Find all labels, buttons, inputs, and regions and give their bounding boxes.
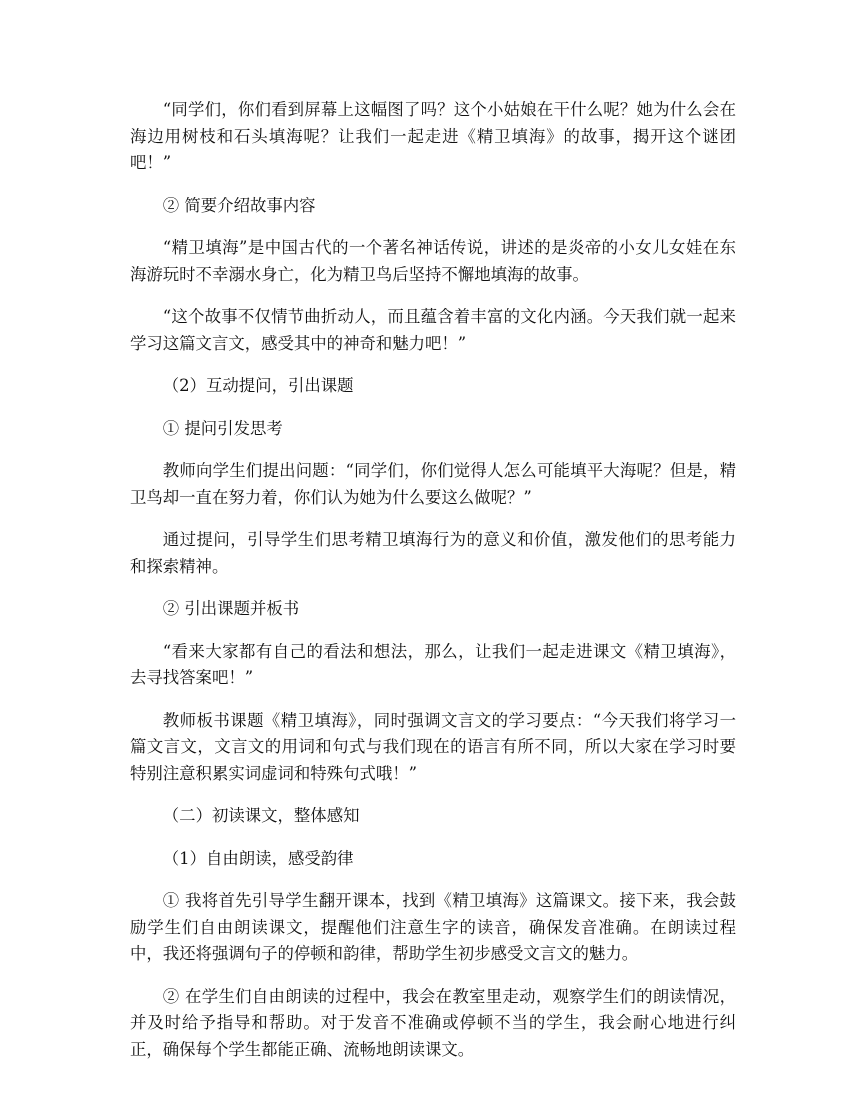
paragraph-reading-step-2: ② 在学生们自由朗读的过程中，我会在教室里走动，观察学生们的朗读情况，并及时给予指导和帮助。对于发音不准确或停顿不当的学生，我会耐心地进行纠正，确保每个学生都能正确、流畅地朗读课文。 — [130, 986, 736, 1059]
paragraph-section-heading: （2）互动提问，引出课题 — [162, 376, 354, 395]
paragraph-section-heading: （二）初读课文，整体感知 — [162, 806, 360, 825]
paragraph-story-quote: “这个故事不仅情节曲折动人，而且蕴含着丰富的文化内涵。今天我们就一起来学习这篇文言文，感受其中的神奇和魅力吧！” — [130, 307, 736, 353]
paragraph-step-heading: ② 简要介绍故事内容 — [162, 195, 316, 215]
paragraph-board-title: 教师板书课题《精卫填海》，同时强调文言文的学习要点：“今天我们将学习一篇文言文，文言文的用词和句式与我们现在的语言有所不同，所以大家在学习时要特别注意积累实词虚词和特殊句式哦！” — [130, 710, 736, 783]
paragraph-section-heading: （1）自由朗读，感受韵律 — [162, 848, 354, 868]
paragraph-step-heading: ① 提问引发思考 — [162, 418, 283, 438]
paragraph-reading-step-1: ① 我将首先引导学生翻开课本，找到《精卫填海》这篇课文。接下来，我会鼓励学生们自由朗读课文，提醒他们注意生字的读音，确保发音准确。在朗读过程中，我还将强调句子的停顿和韵律，帮助学生初步感受文言文的魅力。 — [130, 891, 736, 963]
paragraph-question-purpose: 通过提问，引导学生们思考精卫填海行为的意义和价值，激发他们的思考能力和探索精神。 — [130, 530, 736, 576]
paragraph-lead-in-quote: “看来大家都有自己的看法和想法，那么，让我们一起走进课文《精卫填海》，去寻找答案吧！” — [130, 641, 736, 687]
paragraph-intro-quote: “同学们，你们看到屏幕上这幅图了吗？这个小姑娘在干什么呢？她为什么会在海边用树枝和石头填海呢？让我们一起走进《精卫填海》的故事，揭开这个谜团吧！” — [130, 100, 736, 172]
paragraph-step-heading: ② 引出课题并板书 — [162, 599, 300, 618]
paragraph-story-summary: “精卫填海”是中国古代的一个著名神话传说，讲述的是炎帝的小女儿女娃在东海游玩时不幸溺水身亡，化为精卫鸟后坚持不懈地填海的故事。 — [130, 238, 736, 284]
document-body — [130, 97, 736, 1079]
paragraph-teacher-question: 教师向学生们提出问题：“同学们，你们觉得人怎么可能填平大海呢？但是，精卫鸟却一直在努力着，你们认为她为什么要这么做呢？” — [130, 461, 736, 507]
